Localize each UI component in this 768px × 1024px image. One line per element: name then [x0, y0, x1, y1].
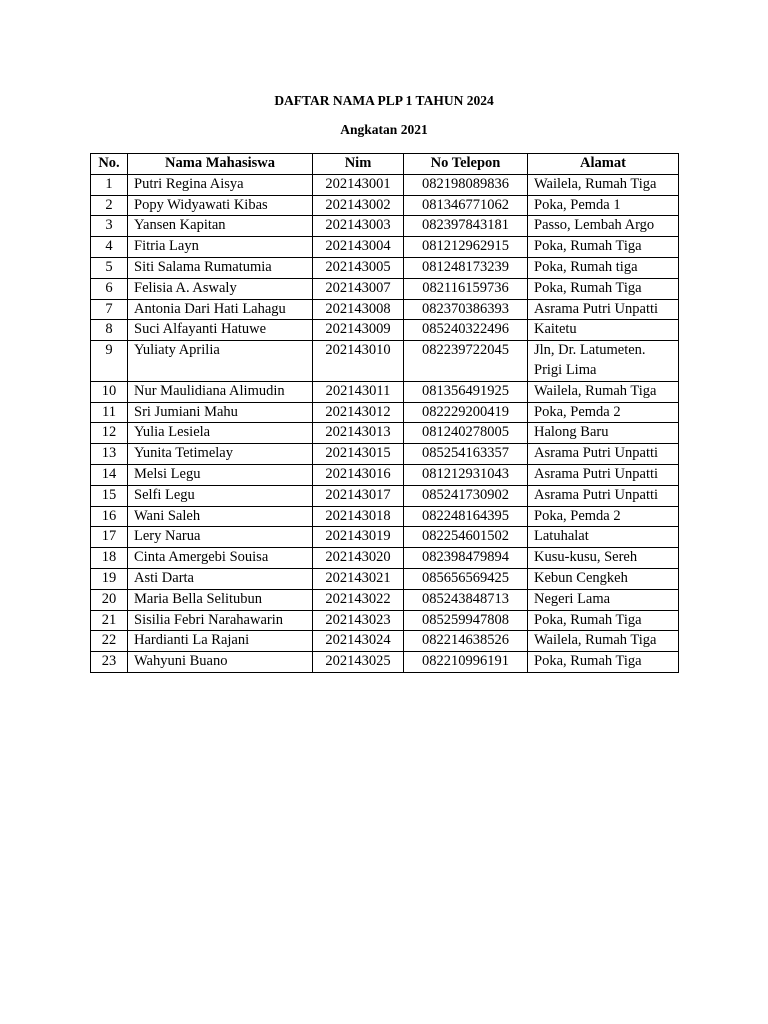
- cell-alamat: Wailela, Rumah Tiga: [528, 631, 679, 652]
- cell-telepon: 085254163357: [404, 444, 528, 465]
- table-row: [91, 631, 679, 652]
- cell-nim: 202143021: [313, 568, 404, 589]
- cell-no: 6: [91, 278, 128, 299]
- table-row: [91, 381, 679, 402]
- cell-nama: Melsi Legu: [128, 464, 313, 485]
- cell-nim: 202143020: [313, 548, 404, 569]
- table-row: [91, 485, 679, 506]
- cell-nim: 202143024: [313, 631, 404, 652]
- cell-no: 14: [91, 464, 128, 485]
- cell-nama: Yulia Lesiela: [128, 423, 313, 444]
- cell-nim: 202143007: [313, 278, 404, 299]
- cell-nama: Selfi Legu: [128, 485, 313, 506]
- cell-nim: 202143008: [313, 299, 404, 320]
- document-title: DAFTAR NAMA PLP 1 TAHUN 2024: [274, 93, 494, 108]
- cell-nama: Yuliaty Aprilia: [128, 341, 313, 382]
- cell-nama: Fitria Layn: [128, 237, 313, 258]
- cell-alamat: Jln, Dr. Latumeten. Prigi Lima: [528, 341, 679, 382]
- cell-telepon: 085240322496: [404, 320, 528, 341]
- cell-alamat: Passo, Lembah Argo: [528, 216, 679, 237]
- table-row: [91, 257, 679, 278]
- header-nama: Nama Mahasiswa: [128, 154, 313, 175]
- cell-no: 4: [91, 237, 128, 258]
- cell-alamat: Negeri Lama: [528, 589, 679, 610]
- cell-nim: 202143005: [313, 257, 404, 278]
- table-row: [91, 341, 679, 382]
- cell-telepon: 085241730902: [404, 485, 528, 506]
- cell-telepon: 082370386393: [404, 299, 528, 320]
- table-row: [91, 174, 679, 195]
- cell-telepon: 085243848713: [404, 589, 528, 610]
- table-row: [91, 652, 679, 673]
- table-row: [91, 527, 679, 548]
- table-row: [91, 610, 679, 631]
- cell-no: 10: [91, 381, 128, 402]
- cell-nama: Sisilia Febri Narahawarin: [128, 610, 313, 631]
- cell-telepon: 082254601502: [404, 527, 528, 548]
- table-row: [91, 216, 679, 237]
- cell-nim: 202143015: [313, 444, 404, 465]
- cell-alamat: Asrama Putri Unpatti: [528, 444, 679, 465]
- header-no: No.: [91, 154, 128, 175]
- cell-no: 9: [91, 341, 128, 382]
- cell-telepon: 082214638526: [404, 631, 528, 652]
- cell-telepon: 081248173239: [404, 257, 528, 278]
- cell-alamat: Latuhalat: [528, 527, 679, 548]
- cell-no: 3: [91, 216, 128, 237]
- cell-telepon: 081356491925: [404, 381, 528, 402]
- cell-no: 22: [91, 631, 128, 652]
- cell-nama: Felisia A. Aswaly: [128, 278, 313, 299]
- cell-no: 16: [91, 506, 128, 527]
- cell-nim: 202143009: [313, 320, 404, 341]
- cell-nim: 202143004: [313, 237, 404, 258]
- cell-no: 23: [91, 652, 128, 673]
- cell-no: 12: [91, 423, 128, 444]
- table-header-row: [91, 154, 679, 175]
- cell-no: 18: [91, 548, 128, 569]
- header-alamat: Alamat: [528, 154, 679, 175]
- cell-alamat: Wailela, Rumah Tiga: [528, 381, 679, 402]
- cell-alamat: Poka, Rumah tiga: [528, 257, 679, 278]
- cell-alamat: Kaitetu: [528, 320, 679, 341]
- cell-nim: 202143011: [313, 381, 404, 402]
- cell-no: 1: [91, 174, 128, 195]
- cell-nama: Siti Salama Rumatumia: [128, 257, 313, 278]
- cell-nama: Cinta Amergebi Souisa: [128, 548, 313, 569]
- cell-no: 20: [91, 589, 128, 610]
- cell-telepon: 082239722045: [404, 341, 528, 382]
- cell-nim: 202143003: [313, 216, 404, 237]
- cell-nama: Putri Regina Aisya: [128, 174, 313, 195]
- student-table: [90, 153, 679, 673]
- cell-no: 15: [91, 485, 128, 506]
- cell-nim: 202143010: [313, 341, 404, 382]
- cell-alamat: Halong Baru: [528, 423, 679, 444]
- table-row: [91, 548, 679, 569]
- cell-nama: Asti Darta: [128, 568, 313, 589]
- document-subtitle: Angkatan 2021: [340, 122, 428, 137]
- header-nim: Nim: [313, 154, 404, 175]
- cell-alamat: Kusu-kusu, Sereh: [528, 548, 679, 569]
- table-row: [91, 320, 679, 341]
- cell-no: 13: [91, 444, 128, 465]
- cell-nim: 202143025: [313, 652, 404, 673]
- cell-no: 7: [91, 299, 128, 320]
- cell-alamat: Poka, Pemda 1: [528, 195, 679, 216]
- cell-nama: Lery Narua: [128, 527, 313, 548]
- cell-nama: Yansen Kapitan: [128, 216, 313, 237]
- cell-alamat: Kebun Cengkeh: [528, 568, 679, 589]
- table-row: [91, 423, 679, 444]
- cell-nim: 202143016: [313, 464, 404, 485]
- table-row: [91, 299, 679, 320]
- cell-nim: 202143019: [313, 527, 404, 548]
- cell-alamat: Poka, Rumah Tiga: [528, 610, 679, 631]
- cell-no: 19: [91, 568, 128, 589]
- table-row: [91, 464, 679, 485]
- cell-nama: Maria Bella Selitubun: [128, 589, 313, 610]
- cell-nama: Antonia Dari Hati Lahagu: [128, 299, 313, 320]
- cell-no: 2: [91, 195, 128, 216]
- cell-alamat: Poka, Rumah Tiga: [528, 278, 679, 299]
- cell-nama: Nur Maulidiana Alimudin: [128, 381, 313, 402]
- cell-alamat: Poka, Rumah Tiga: [528, 237, 679, 258]
- cell-telepon: 082229200419: [404, 402, 528, 423]
- header-telepon: No Telepon: [404, 154, 528, 175]
- table-body: [91, 174, 679, 672]
- cell-nama: Suci Alfayanti Hatuwe: [128, 320, 313, 341]
- table-row: [91, 589, 679, 610]
- cell-alamat: Poka, Rumah Tiga: [528, 652, 679, 673]
- cell-telepon: 082116159736: [404, 278, 528, 299]
- cell-no: 5: [91, 257, 128, 278]
- table-row: [91, 195, 679, 216]
- cell-telepon: 081212931043: [404, 464, 528, 485]
- table-row: [91, 278, 679, 299]
- table-row: [91, 237, 679, 258]
- cell-nama: Wahyuni Buano: [128, 652, 313, 673]
- cell-telepon: 082248164395: [404, 506, 528, 527]
- cell-nama: Sri Jumiani Mahu: [128, 402, 313, 423]
- cell-alamat: Poka, Pemda 2: [528, 506, 679, 527]
- cell-telepon: 082397843181: [404, 216, 528, 237]
- cell-nama: Wani Saleh: [128, 506, 313, 527]
- table-row: [91, 402, 679, 423]
- cell-alamat: Wailela, Rumah Tiga: [528, 174, 679, 195]
- cell-telepon: 081346771062: [404, 195, 528, 216]
- cell-nim: 202143023: [313, 610, 404, 631]
- cell-alamat: Asrama Putri Unpatti: [528, 299, 679, 320]
- cell-alamat: Poka, Pemda 2: [528, 402, 679, 423]
- cell-nama: Popy Widyawati Kibas: [128, 195, 313, 216]
- cell-telepon: 081240278005: [404, 423, 528, 444]
- cell-alamat: Asrama Putri Unpatti: [528, 485, 679, 506]
- cell-no: 17: [91, 527, 128, 548]
- table-row: [91, 568, 679, 589]
- cell-telepon: 082210996191: [404, 652, 528, 673]
- cell-nim: 202143018: [313, 506, 404, 527]
- cell-no: 11: [91, 402, 128, 423]
- cell-telepon: 082198089836: [404, 174, 528, 195]
- cell-nama: Yunita Tetimelay: [128, 444, 313, 465]
- table-row: [91, 444, 679, 465]
- cell-nim: 202143017: [313, 485, 404, 506]
- cell-no: 21: [91, 610, 128, 631]
- cell-telepon: 085259947808: [404, 610, 528, 631]
- cell-no: 8: [91, 320, 128, 341]
- cell-alamat: Asrama Putri Unpatti: [528, 464, 679, 485]
- cell-nim: 202143013: [313, 423, 404, 444]
- cell-nim: 202143012: [313, 402, 404, 423]
- cell-nama: Hardianti La Rajani: [128, 631, 313, 652]
- cell-telepon: 085656569425: [404, 568, 528, 589]
- cell-telepon: 082398479894: [404, 548, 528, 569]
- table-row: [91, 506, 679, 527]
- cell-nim: 202143002: [313, 195, 404, 216]
- cell-nim: 202143022: [313, 589, 404, 610]
- cell-telepon: 081212962915: [404, 237, 528, 258]
- cell-nim: 202143001: [313, 174, 404, 195]
